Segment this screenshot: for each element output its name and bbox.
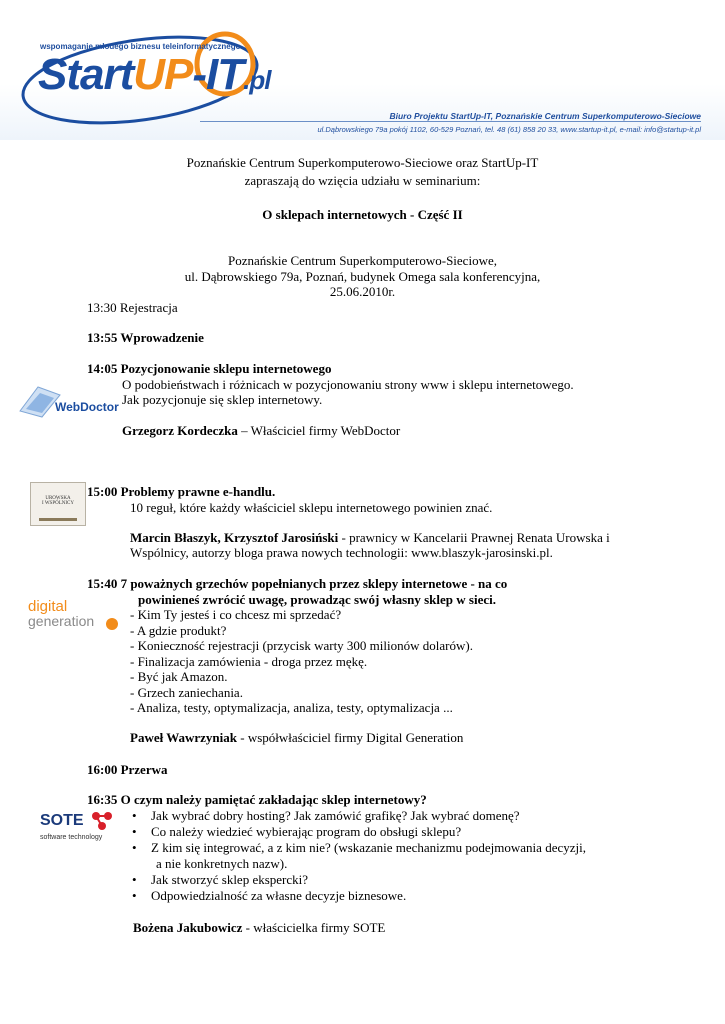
session-1-line-1: O podobieństwach i różnicach w pozycjonowaniu strony www i sklepu internetowego.	[122, 377, 574, 392]
letterhead	[0, 0, 725, 140]
webdoctor-logo: WebDoctor	[18, 381, 110, 419]
intro-line-1: Poznańskie Centrum Superkomputerowo-Sieciowe oraz StartUp-IT	[186, 155, 539, 170]
session-4-speaker: Bożena Jakubowicz - właścicielka firmy SOTE	[133, 920, 386, 935]
tagline: wspomaganie młodego biznesu teleinformatycznego	[40, 42, 241, 51]
divider	[200, 121, 701, 122]
session-4-item-3-continuation: a nie konkretnych nazw).	[156, 856, 288, 871]
venue-line-2: ul. Dąbrowskiego 79a, Poznań, budynek Omega sala konferencyjna,	[184, 269, 541, 284]
seminar-date: 25.06.2010r.	[329, 284, 396, 299]
agenda-break: 16:00 Przerwa	[87, 762, 168, 777]
sote-mark-icon	[90, 810, 114, 832]
agenda-introduction: 13:55 Wprowadzenie	[87, 330, 204, 345]
list-item: - Konieczność rejestracji (przycisk warty 300 milionów dolarów).	[130, 638, 473, 653]
agenda-registration: 13:30 Rejestracja	[87, 300, 178, 315]
startup-it-logo: StartUP-IT.pl	[38, 50, 271, 99]
list-item: • Jak stworzyć sklep ekspercki?	[127, 872, 406, 888]
digital-generation-logo: digital generation	[28, 600, 123, 634]
session-2-speakers-line-2: Wspólnicy, autorzy bloga prawa nowych technologii: www.blaszyk-jarosinski.pl.	[130, 545, 553, 560]
contact-address: ul.Dąbrowskiego 79a pokój 1102, 60-529 Poznań, tel. 48 (61) 858 20 33, www.startup-it.pl, e-mail: info@startup-it.pl	[317, 125, 701, 134]
list-item: - A gdzie produkt?	[130, 622, 227, 638]
session-4-list-cont	[127, 872, 406, 904]
session-1-line-2: Jak pozycjonuje się sklep internetowy.	[122, 392, 323, 407]
urowska-logo: UROWSKA I WSPÓLNICY	[30, 482, 86, 526]
session-3-list	[130, 607, 473, 716]
list-item: - Kim Ty jesteś i co chcesz mi sprzedać?	[130, 607, 342, 622]
session-4-list	[127, 808, 586, 856]
session-1-title: 14:05 Pozycjonowanie sklepu internetowego	[87, 361, 332, 376]
list-item: - Analiza, testy, optymalizacja, analiza, testy, optymalizacja ...	[130, 700, 453, 715]
session-3-title-line-2: powinieneś zwrócić uwagę, prowadząc swój własny sklep w sieci.	[138, 592, 496, 607]
intro-line-2: zapraszają do wzięcia udziału w seminarium:	[244, 173, 481, 188]
project-bureau: Biuro Projektu StartUp-IT, Poznańskie Centrum Superkomputerowo-Sieciowe	[389, 111, 701, 121]
list-item: • Odpowiedzialność za własne decyzje biznesowe.	[127, 888, 406, 904]
venue-line-1: Poznańskie Centrum Superkomputerowo-Sieciowe,	[228, 253, 497, 268]
session-2-title: 15:00 Problemy prawne e-handlu.	[87, 484, 276, 499]
list-item: • Co należy wiedzieć wybierając program do obsługi sklepu?	[127, 824, 586, 840]
seminar-title: O sklepach internetowych - Część II	[262, 207, 463, 222]
list-item: - Grzech zaniechania.	[130, 684, 243, 700]
session-1-speaker: Grzegorz Kordeczka – Właściciel firmy WebDoctor	[122, 423, 401, 438]
sote-logo: SOTE software technology	[40, 810, 120, 846]
session-3-speaker: Paweł Wawrzyniak - współwłaściciel firmy Digital Generation	[130, 730, 464, 745]
list-item: • Z kim się integrować, a z kim nie? (wskazanie mechanizmu podejmowania decyzji,	[127, 840, 586, 856]
session-2-speakers: Marcin Błaszyk, Krzysztof Jarosiński - prawnicy w Kancelarii Prawnej Renata Urowska i	[130, 530, 610, 545]
session-4-title: 16:35 O czym należy pamiętać zakładając sklep internetowy?	[87, 792, 427, 807]
list-item: - Finalizacja zamówienia - droga przez mękę.	[130, 653, 368, 669]
session-2-line-1: 10 reguł, które każdy właściciel sklepu internetowego powinien znać.	[130, 500, 493, 515]
session-3-title-line-1: 15:40 7 poważnych grzechów popełnianych przez sklepy internetowe - na co	[87, 576, 508, 591]
list-item: - Być jak Amazon.	[130, 669, 228, 684]
list-item: • Jak wybrać dobry hosting? Jak zamówić grafikę? Jak wybrać domenę?	[127, 808, 586, 824]
